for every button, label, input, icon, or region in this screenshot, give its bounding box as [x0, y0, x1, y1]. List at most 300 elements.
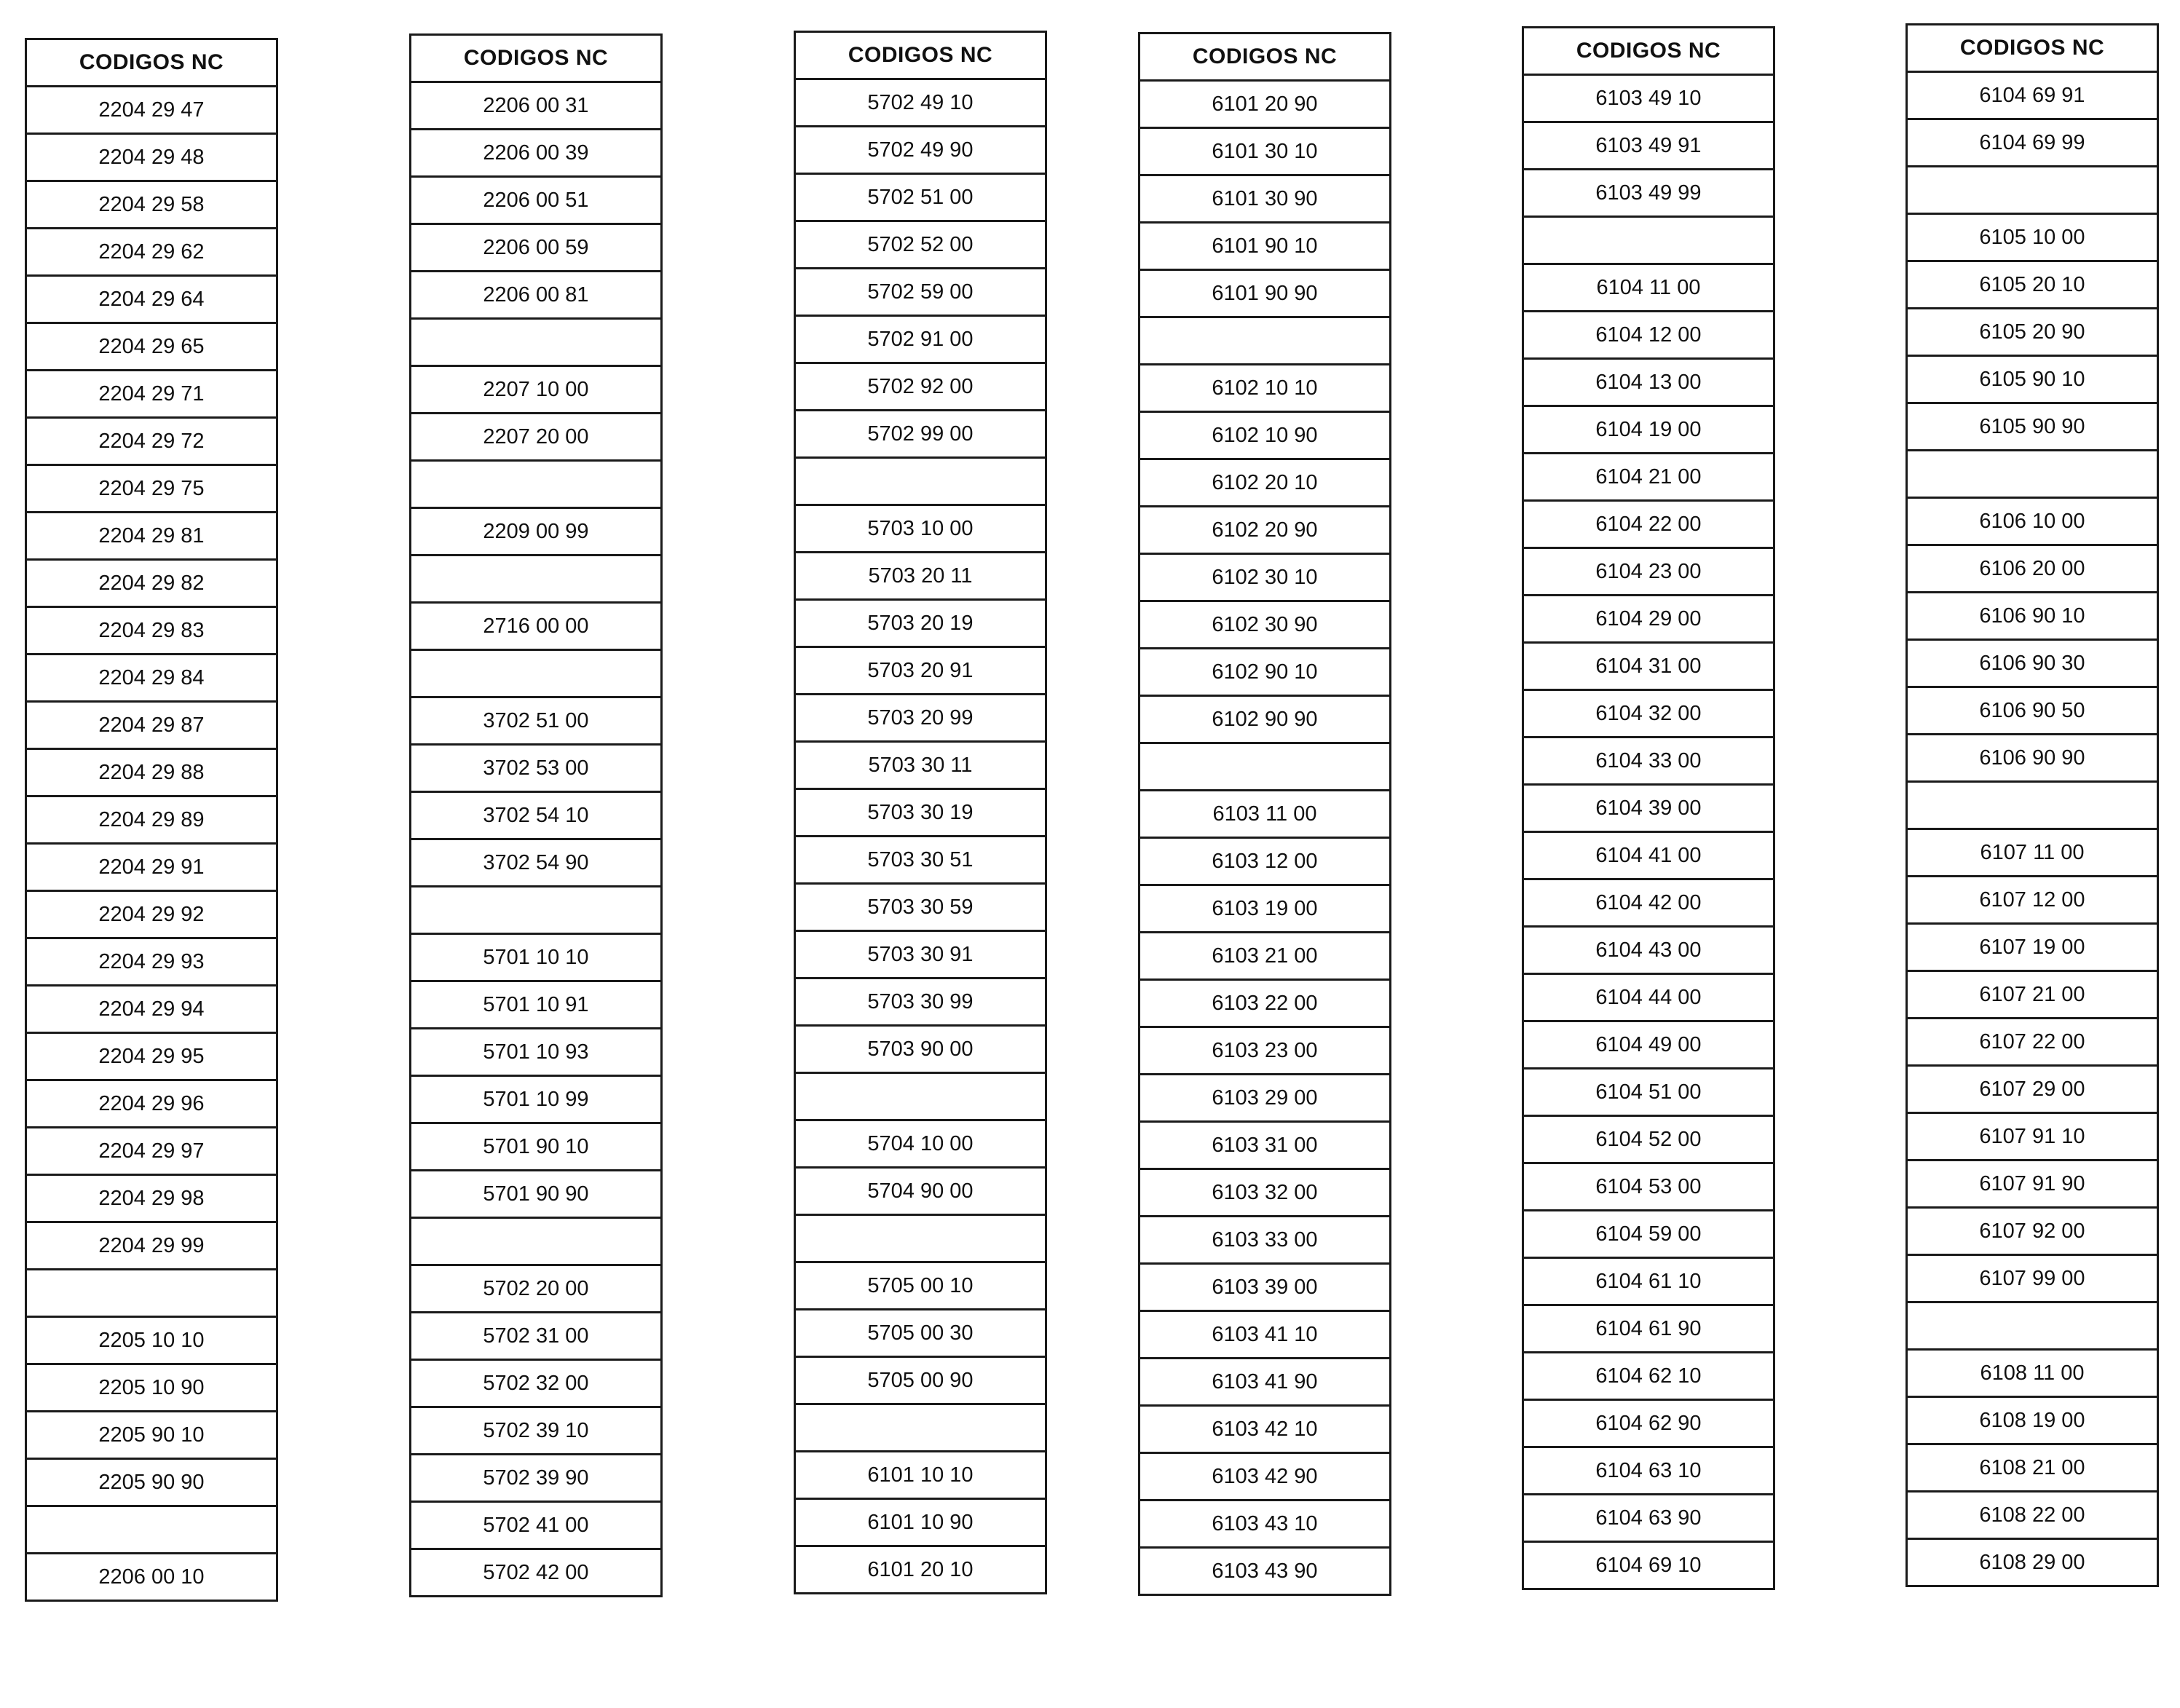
code-cell: 2204 29 65 — [26, 323, 277, 371]
code-cell: 6104 13 00 — [1523, 359, 1774, 406]
code-cell: 6108 22 00 — [1907, 1492, 2158, 1539]
code-cell: 6107 92 00 — [1907, 1208, 2158, 1255]
code-cell: 6107 21 00 — [1907, 971, 2158, 1019]
code-cell: 6104 29 00 — [1523, 596, 1774, 643]
table-row — [1140, 933, 1391, 980]
table-row — [1140, 1548, 1391, 1595]
table-row — [1523, 974, 1774, 1021]
code-cell: 6107 91 10 — [1907, 1113, 2158, 1161]
table-row — [1907, 214, 2158, 261]
code-cell: 5702 59 00 — [795, 269, 1046, 316]
code-cell: 6108 19 00 — [1907, 1397, 2158, 1444]
code-cell: 6104 23 00 — [1523, 548, 1774, 596]
table-row — [411, 1502, 662, 1549]
code-cell: 2204 29 72 — [26, 418, 277, 465]
code-cell: 3702 53 00 — [411, 745, 662, 792]
table-row — [411, 650, 662, 697]
code-cell: 2204 29 99 — [26, 1222, 277, 1270]
code-cell: 6106 90 30 — [1907, 640, 2158, 687]
code-cell: 5702 42 00 — [411, 1549, 662, 1597]
code-cell — [795, 1073, 1046, 1120]
code-cell: 3702 51 00 — [411, 697, 662, 745]
table-row — [1907, 1066, 2158, 1113]
table-row — [1140, 365, 1391, 412]
table-row — [1140, 1169, 1391, 1217]
table-row — [411, 792, 662, 839]
table-row — [1140, 412, 1391, 459]
code-cell: 5703 20 11 — [795, 553, 1046, 600]
code-cell: 2716 00 00 — [411, 603, 662, 650]
code-cell: 6104 61 90 — [1523, 1305, 1774, 1353]
table-row — [411, 461, 662, 508]
code-cell: 6107 99 00 — [1907, 1255, 2158, 1302]
code-cell: 5701 10 91 — [411, 981, 662, 1029]
table-row — [411, 556, 662, 603]
code-cell: 6102 10 10 — [1140, 365, 1391, 412]
table-row — [1523, 501, 1774, 548]
table-header: CODIGOS NC — [1140, 33, 1391, 81]
code-cell: 5702 31 00 — [411, 1313, 662, 1360]
table-row — [1907, 971, 2158, 1019]
code-cell: 6104 51 00 — [1523, 1069, 1774, 1116]
code-cell: 5705 00 30 — [795, 1310, 1046, 1357]
table-row — [26, 1364, 277, 1412]
table-row — [795, 1168, 1046, 1215]
table-row — [795, 269, 1046, 316]
code-cell: 2204 29 87 — [26, 702, 277, 749]
code-cell: 6106 90 10 — [1907, 593, 2158, 640]
code-cell: 6106 20 00 — [1907, 545, 2158, 593]
code-cell: 2204 29 58 — [26, 181, 277, 229]
code-cell — [411, 887, 662, 934]
table-row — [1907, 1492, 2158, 1539]
table-row — [1907, 782, 2158, 829]
table-row — [1140, 317, 1391, 365]
code-cell: 5704 10 00 — [795, 1120, 1046, 1168]
code-cell: 6104 42 00 — [1523, 879, 1774, 927]
table-row — [1523, 1495, 1774, 1542]
code-cell: 6103 41 10 — [1140, 1311, 1391, 1359]
table-row — [1140, 270, 1391, 317]
table-row — [1523, 75, 1774, 122]
code-cell: 6104 39 00 — [1523, 785, 1774, 832]
table-row — [1140, 1311, 1391, 1359]
code-cell: 2204 29 62 — [26, 229, 277, 276]
code-cell: 2204 29 81 — [26, 513, 277, 560]
code-cell: 5704 90 00 — [795, 1168, 1046, 1215]
code-cell — [1140, 317, 1391, 365]
code-cell: 2206 00 39 — [411, 130, 662, 177]
code-cell — [26, 1506, 277, 1554]
code-cell: 6103 21 00 — [1140, 933, 1391, 980]
code-cell: 2204 29 64 — [26, 276, 277, 323]
code-cell — [1907, 451, 2158, 498]
table-row — [1140, 507, 1391, 554]
code-cell: 2204 29 82 — [26, 560, 277, 607]
table-row — [795, 1262, 1046, 1310]
table-row — [1140, 81, 1391, 128]
table-row — [411, 1123, 662, 1171]
code-cell: 6104 61 10 — [1523, 1258, 1774, 1305]
codes-table-5 — [1522, 26, 1775, 1590]
table-header: CODIGOS NC — [1523, 28, 1774, 75]
code-cell — [411, 319, 662, 366]
code-cell: 6101 20 90 — [1140, 81, 1391, 128]
table-row — [1907, 498, 2158, 545]
code-cell: 6103 49 10 — [1523, 75, 1774, 122]
code-cell: 2204 29 94 — [26, 986, 277, 1033]
table-row — [26, 418, 277, 465]
table-row — [26, 1412, 277, 1459]
table-row — [1523, 643, 1774, 690]
table-row — [1140, 459, 1391, 507]
code-cell: 5703 20 99 — [795, 695, 1046, 742]
code-cell: 3702 54 10 — [411, 792, 662, 839]
code-cell: 6103 49 91 — [1523, 122, 1774, 170]
code-cell: 2209 00 99 — [411, 508, 662, 556]
table-row — [1907, 1113, 2158, 1161]
code-cell: 2205 90 10 — [26, 1412, 277, 1459]
code-cell: 6101 20 10 — [795, 1546, 1046, 1594]
code-cell: 5703 20 19 — [795, 600, 1046, 647]
code-cell: 5702 92 00 — [795, 363, 1046, 411]
table-row — [411, 414, 662, 461]
codes-table-6 — [1905, 23, 2159, 1587]
codes-table-3 — [794, 31, 1047, 1594]
code-cell — [411, 1218, 662, 1265]
code-cell: 6104 33 00 — [1523, 738, 1774, 785]
table-row — [411, 1029, 662, 1076]
code-cell: 6104 19 00 — [1523, 406, 1774, 454]
table-row — [1140, 1122, 1391, 1169]
code-cell: 5702 39 90 — [411, 1455, 662, 1502]
table-row — [795, 1215, 1046, 1262]
code-cell: 6103 33 00 — [1140, 1217, 1391, 1264]
table-row — [1140, 223, 1391, 270]
table-row — [411, 839, 662, 887]
table-row — [26, 371, 277, 418]
code-cell: 6106 90 50 — [1907, 687, 2158, 735]
code-cell: 2204 29 47 — [26, 87, 277, 134]
table-row — [795, 1310, 1046, 1357]
code-cell: 6108 21 00 — [1907, 1444, 2158, 1492]
table-row — [1907, 593, 2158, 640]
code-cell: 6105 90 90 — [1907, 403, 2158, 451]
table-row — [1523, 1400, 1774, 1447]
code-cell: 6103 32 00 — [1140, 1169, 1391, 1217]
code-cell: 5702 51 00 — [795, 174, 1046, 221]
table-row — [1523, 406, 1774, 454]
table-row — [26, 513, 277, 560]
table-row — [26, 1554, 277, 1601]
table-row — [1907, 545, 2158, 593]
code-cell: 2204 29 91 — [26, 844, 277, 891]
table-row — [26, 986, 277, 1033]
code-cell: 6104 12 00 — [1523, 312, 1774, 359]
table-row — [1523, 1116, 1774, 1163]
table-row — [1907, 167, 2158, 214]
code-cell: 6107 19 00 — [1907, 924, 2158, 971]
table-row — [1523, 690, 1774, 738]
code-cell: 6103 23 00 — [1140, 1027, 1391, 1075]
table-row — [795, 837, 1046, 884]
table-row — [795, 1546, 1046, 1594]
table-row — [1523, 1447, 1774, 1495]
table-row — [411, 319, 662, 366]
table-header: CODIGOS NC — [26, 39, 277, 87]
code-cell: 2204 29 89 — [26, 796, 277, 844]
code-cell — [1907, 167, 2158, 214]
table-row — [26, 655, 277, 702]
table-row — [26, 938, 277, 986]
code-cell — [1523, 217, 1774, 264]
code-cell: 6102 90 10 — [1140, 649, 1391, 696]
table-row — [1523, 879, 1774, 927]
table-row — [26, 1128, 277, 1175]
table-row — [1140, 696, 1391, 743]
table-row — [1140, 649, 1391, 696]
code-cell: 5701 10 99 — [411, 1076, 662, 1123]
table-row — [411, 1455, 662, 1502]
code-cell: 6107 22 00 — [1907, 1019, 2158, 1066]
code-cell: 6101 90 10 — [1140, 223, 1391, 270]
code-cell: 2207 20 00 — [411, 414, 662, 461]
code-cell: 5703 30 91 — [795, 931, 1046, 978]
code-cell — [795, 458, 1046, 505]
code-cell: 5702 99 00 — [795, 411, 1046, 458]
table-row — [1523, 1021, 1774, 1069]
table-row — [411, 981, 662, 1029]
code-cell: 2205 90 90 — [26, 1459, 277, 1506]
table-row — [795, 316, 1046, 363]
code-cell: 6104 31 00 — [1523, 643, 1774, 690]
code-cell: 3702 54 90 — [411, 839, 662, 887]
table-row — [1523, 1258, 1774, 1305]
code-cell: 6104 49 00 — [1523, 1021, 1774, 1069]
code-cell: 6104 69 91 — [1907, 72, 2158, 119]
code-cell: 2207 10 00 — [411, 366, 662, 414]
table-row — [411, 1549, 662, 1597]
table-row — [1523, 170, 1774, 217]
code-cell: 6104 21 00 — [1523, 454, 1774, 501]
code-cell: 6104 32 00 — [1523, 690, 1774, 738]
table-row — [26, 1317, 277, 1364]
table-row — [795, 1452, 1046, 1499]
table-row — [1907, 924, 2158, 971]
code-cell: 6103 49 99 — [1523, 170, 1774, 217]
code-cell: 6101 90 90 — [1140, 270, 1391, 317]
table-row — [1907, 735, 2158, 782]
table-row — [795, 221, 1046, 269]
table-row — [411, 130, 662, 177]
code-cell: 6107 91 90 — [1907, 1161, 2158, 1208]
table-row — [411, 1171, 662, 1218]
code-cell: 6104 44 00 — [1523, 974, 1774, 1021]
table-row — [1140, 1217, 1391, 1264]
table-row — [795, 931, 1046, 978]
table-row — [411, 82, 662, 130]
table-row — [411, 508, 662, 556]
table-row — [1907, 877, 2158, 924]
table-row — [795, 1026, 1046, 1073]
code-cell: 5703 30 99 — [795, 978, 1046, 1026]
table-row — [1523, 785, 1774, 832]
code-cell: 5702 32 00 — [411, 1360, 662, 1407]
table-row — [26, 1270, 277, 1317]
code-cell: 6102 10 90 — [1140, 412, 1391, 459]
code-cell: 2204 29 84 — [26, 655, 277, 702]
code-cell: 6101 30 10 — [1140, 128, 1391, 175]
code-cell: 5701 10 93 — [411, 1029, 662, 1076]
code-cell: 2206 00 31 — [411, 82, 662, 130]
code-cell: 5702 20 00 — [411, 1265, 662, 1313]
table-row — [795, 884, 1046, 931]
code-cell: 2204 29 98 — [26, 1175, 277, 1222]
table-row — [1907, 403, 2158, 451]
table-row — [795, 600, 1046, 647]
code-cell: 6103 19 00 — [1140, 885, 1391, 933]
code-cell: 5705 00 90 — [795, 1357, 1046, 1404]
code-cell: 6104 59 00 — [1523, 1211, 1774, 1258]
table-row — [1523, 1542, 1774, 1589]
table-row — [1907, 1302, 2158, 1350]
table-row — [26, 323, 277, 371]
table-row — [1907, 1397, 2158, 1444]
table-row — [795, 742, 1046, 789]
code-cell: 6104 69 10 — [1523, 1542, 1774, 1589]
table-row — [795, 1404, 1046, 1452]
table-row — [26, 1175, 277, 1222]
table-row — [411, 887, 662, 934]
code-cell: 6103 39 00 — [1140, 1264, 1391, 1311]
codes-table-1 — [25, 38, 278, 1602]
table-row — [26, 1033, 277, 1080]
table-row — [26, 276, 277, 323]
code-cell: 6108 29 00 — [1907, 1539, 2158, 1586]
table-row — [1907, 451, 2158, 498]
code-cell — [411, 461, 662, 508]
table-row — [1907, 261, 2158, 309]
code-cell: 5703 30 59 — [795, 884, 1046, 931]
code-cell: 2204 29 48 — [26, 134, 277, 181]
table-row — [1140, 1075, 1391, 1122]
code-cell: 5703 20 91 — [795, 647, 1046, 695]
code-cell: 6101 30 90 — [1140, 175, 1391, 223]
table-row — [795, 647, 1046, 695]
table-row — [1523, 1305, 1774, 1353]
code-cell: 6102 90 90 — [1140, 696, 1391, 743]
table-row — [795, 978, 1046, 1026]
code-cell: 2206 00 81 — [411, 272, 662, 319]
code-cell: 5702 52 00 — [795, 221, 1046, 269]
codes-table-4 — [1138, 32, 1391, 1596]
table-row — [26, 465, 277, 513]
table-row — [1140, 1406, 1391, 1453]
table-row — [795, 505, 1046, 553]
table-row — [26, 844, 277, 891]
table-row — [1140, 1501, 1391, 1548]
table-row — [1907, 687, 2158, 735]
code-cell: 2204 29 92 — [26, 891, 277, 938]
code-cell: 6104 22 00 — [1523, 501, 1774, 548]
table-row — [1907, 72, 2158, 119]
table-row — [411, 1313, 662, 1360]
table-row — [795, 411, 1046, 458]
table-row — [26, 181, 277, 229]
code-cell — [1907, 782, 2158, 829]
table-row — [1907, 1019, 2158, 1066]
table-row — [795, 79, 1046, 127]
table-row — [1907, 1444, 2158, 1492]
table-row — [1907, 356, 2158, 403]
table-row — [26, 560, 277, 607]
table-row — [411, 1076, 662, 1123]
code-cell: 5702 41 00 — [411, 1502, 662, 1549]
code-cell: 5702 91 00 — [795, 316, 1046, 363]
table-row — [26, 1222, 277, 1270]
code-cell: 6102 30 10 — [1140, 554, 1391, 601]
table-row — [26, 1080, 277, 1128]
table-row — [1907, 1161, 2158, 1208]
code-cell: 6102 30 90 — [1140, 601, 1391, 649]
code-cell: 2205 10 90 — [26, 1364, 277, 1412]
table-row — [1523, 596, 1774, 643]
table-row — [26, 87, 277, 134]
code-cell: 6105 90 10 — [1907, 356, 2158, 403]
codes-table-2 — [409, 33, 663, 1597]
code-cell: 6106 90 90 — [1907, 735, 2158, 782]
code-cell: 5703 10 00 — [795, 505, 1046, 553]
code-cell: 6108 11 00 — [1907, 1350, 2158, 1397]
table-row — [1140, 1359, 1391, 1406]
table-row — [411, 745, 662, 792]
code-cell: 6102 20 10 — [1140, 459, 1391, 507]
code-cell: 2205 10 10 — [26, 1317, 277, 1364]
table-header: CODIGOS NC — [795, 32, 1046, 79]
code-cell: 2204 29 83 — [26, 607, 277, 655]
table-row — [411, 272, 662, 319]
table-row — [26, 891, 277, 938]
table-row — [1523, 927, 1774, 974]
table-row — [411, 1407, 662, 1455]
table-row — [1140, 128, 1391, 175]
table-row — [1907, 1539, 2158, 1586]
table-row — [1907, 829, 2158, 877]
table-row — [26, 1459, 277, 1506]
code-cell — [1140, 743, 1391, 791]
table-row — [1523, 359, 1774, 406]
code-cell: 2204 29 88 — [26, 749, 277, 796]
table-row — [795, 458, 1046, 505]
code-cell: 6103 43 90 — [1140, 1548, 1391, 1595]
table-row — [1140, 554, 1391, 601]
table-row — [795, 789, 1046, 837]
table-row — [1523, 264, 1774, 312]
code-cell: 2206 00 51 — [411, 177, 662, 224]
code-cell: 6104 63 90 — [1523, 1495, 1774, 1542]
code-cell — [1907, 1302, 2158, 1350]
table-row — [26, 229, 277, 276]
table-row — [795, 695, 1046, 742]
table-row — [411, 366, 662, 414]
code-cell: 5701 90 90 — [411, 1171, 662, 1218]
table-row — [1140, 885, 1391, 933]
code-cell: 6101 10 10 — [795, 1452, 1046, 1499]
code-cell: 6105 10 00 — [1907, 214, 2158, 261]
code-cell: 2204 29 95 — [26, 1033, 277, 1080]
table-row — [26, 702, 277, 749]
table-row — [26, 134, 277, 181]
